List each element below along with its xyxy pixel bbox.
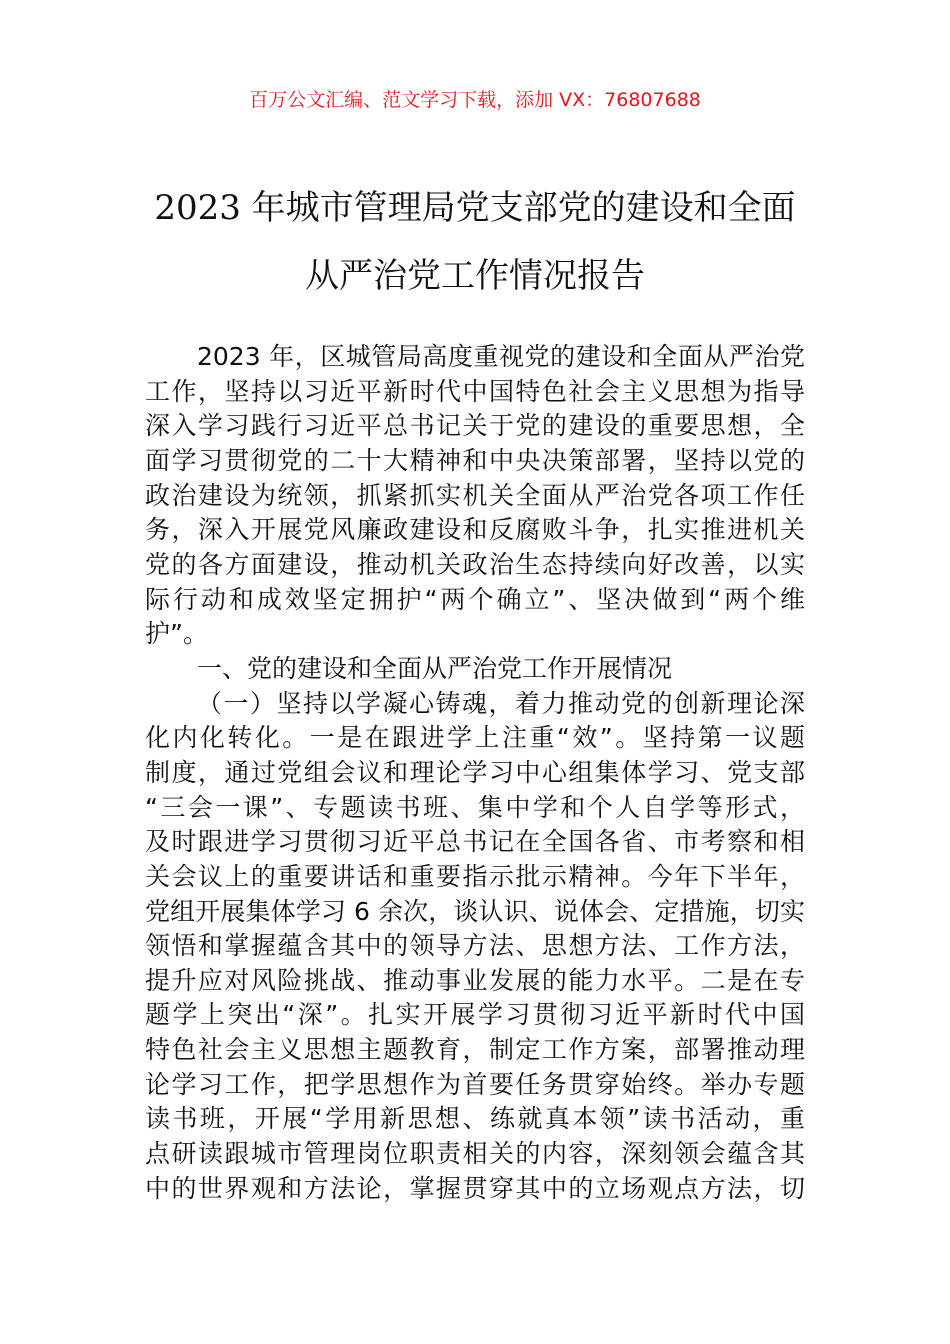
document-title-line-1: 2023 年城市管理局党支部党的建设和全面 [154,188,796,228]
watermark-header: 百万公文汇编、范文学习下载，添加 VX：76807688 [249,89,701,111]
document-title-line-2: 从严治党工作情况报告 [305,256,645,296]
body-text-line: 一、党的建设和全面从严治党工作开展情况 [197,653,673,683]
body-text-line: 务，深入开展党风廉政建设和反腐败斗争，扎实推进机关 [145,515,805,545]
body-text-line: 点研读跟城市管理岗位职责相关的内容，深刻领会蕴含其 [145,1139,805,1169]
body-text-line: 2023 年，区城管局高度重视党的建设和全面从严治党 [197,342,805,371]
body-text-line: 读书班，开展“学用新思想、练就真本领”读书活动，重 [145,1104,805,1134]
body-text-line: 中的世界观和方法论，掌握贯穿其中的立场观点方法，切 [145,1173,805,1203]
body-text-line: 及时跟进学习贯彻习近平总书记在全国各省、市考察和相 [145,827,805,857]
body-text-line: 深入学习践行习近平总书记关于党的建设的重要思想，全 [145,411,805,441]
body-text-line: 论学习工作，把学思想作为首要任务贯穿始终。举办专题 [145,1069,805,1099]
body-text-line: 化内化转化。一是在跟进学上注重“效”。坚持第一议题 [145,723,805,753]
document-body [145,340,805,1206]
body-text-line: 政治建设为统领，抓紧抓实机关全面从严治党各项工作任 [145,480,805,510]
body-text-line: 提升应对风险挑战、推动事业发展的能力水平。二是在专 [145,965,805,995]
body-text-line: 领悟和掌握蕴含其中的领导方法、思想方法、工作方法， [145,931,805,961]
body-text-line: 特色社会主义思想主题教育，制定工作方案，部署推动理 [145,1035,805,1065]
body-text-line: 际行动和成效坚定拥护“两个确立”、坚决做到“两个维 [145,584,805,614]
body-text-line: 制度，通过党组会议和理论学习中心组集体学习、党支部 [145,757,805,787]
body-text-line: “三会一课”、专题读书班、集中学和个人自学等形式， [145,792,805,822]
body-text-line: 面学习贯彻党的二十大精神和中央决策部署，坚持以党的 [145,445,805,475]
body-text-line: 关会议上的重要讲话和重要指示批示精神。今年下半年， [145,861,805,891]
body-text-line: 题学上突出“深”。扎实开展学习贯彻习近平新时代中国 [145,1000,805,1030]
body-text-line: 党的各方面建设，推动机关政治生态持续向好改善，以实 [145,549,805,579]
body-text-line: 护”。 [145,619,208,649]
body-text-line: （一）坚持以学凝心铸魂，着力推动党的创新理论深 [197,688,805,718]
body-text-line: 党组开展集体学习 6 余次，谈认识、说体会、定措施，切实 [145,896,805,926]
body-text-line: 工作，坚持以习近平新时代中国特色社会主义思想为指导 [145,376,805,406]
